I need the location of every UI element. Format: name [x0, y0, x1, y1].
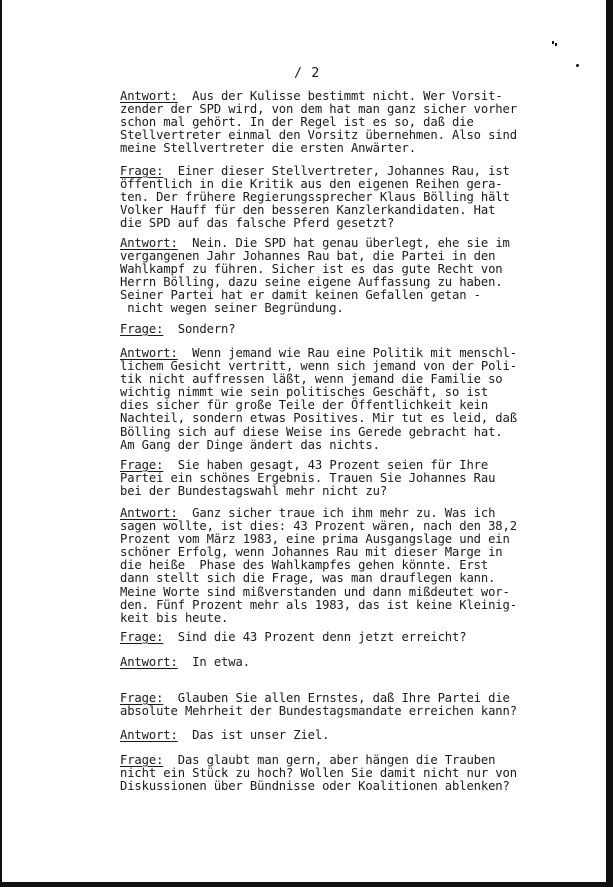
paragraph-first-line: Ganz sicher traue ich ihm mehr zu. Was ich [177, 506, 496, 520]
paragraph-first-line: Das glaubt man gern, aber hängen die Trauben [163, 753, 496, 767]
paragraph-first-line: Aus der Kulisse bestimmt nicht. Wer Vorsit- [177, 89, 503, 103]
speaker-label: Frage: [120, 691, 164, 705]
interview-paragraph-question [120, 692, 540, 718]
paragraph-first-line: Sondern? [163, 322, 236, 336]
interview-paragraph-answer [120, 347, 540, 452]
paragraph-first-line: Sind die 43 Prozent denn jetzt erreicht? [163, 630, 467, 644]
speaker-label: Frage: [120, 753, 164, 767]
speaker-label: Frage: [120, 164, 164, 178]
paragraph-first-line: Das ist unser Ziel. [177, 728, 330, 742]
speaker-label: Frage: [120, 458, 164, 472]
speaker-label: Antwort: [120, 236, 178, 250]
interview-paragraph-answer [120, 237, 540, 316]
interview-paragraph-question [120, 459, 540, 498]
interview-paragraph-question [120, 754, 540, 793]
paragraph-first-line: Nein. Die SPD hat genau überlegt, ehe sie im [177, 236, 510, 250]
interview-paragraph-answer [120, 507, 540, 625]
interview-paragraph-answer [120, 656, 540, 669]
interview-paragraph-answer [120, 90, 540, 155]
interview-paragraph-question [120, 165, 540, 230]
speaker-label: Frage: [120, 322, 164, 336]
interview-paragraph-answer [120, 729, 540, 742]
interview-paragraph-question [120, 631, 540, 644]
paragraph-first-line: In etwa. [177, 655, 250, 669]
speaker-label: Antwort: [120, 728, 178, 742]
speaker-label: Frage: [120, 630, 164, 644]
scan-speck [555, 43, 557, 46]
paragraph-text: sagen wollte, ist dies: 43 Prozent wären, nach den 38,2 Prozent vom März 1983, eine prima Ausgangslage und ein schöner Erfolg, wenn Johannes Rau mit dieser Marge in die heiße Phase des Wahlkampfes gehen könnte. Erst dann stellt sich die Frage, was man drauflegen kann. Meine Worte sind mißverstanden und dann mißdeutet wor- den. Fünf Prozent mehr als 1983, das ist keine Kleinig- keit bis heute. [120, 519, 517, 625]
paragraph-text: öffentlich in die Kritik aus den eigenen Reihen gera- ten. Der frühere Regierungssprecher Klaus Bölling hält Volker Hauff für den besseren Kanzlerkandidaten. Hat die SPD auf das falsche Pferd gesetzt? [120, 177, 510, 231]
page-number: / 2 [294, 65, 320, 81]
paragraph-text: vergangenen Jahr Johannes Rau bat, die Partei in den Wahlkampf zu führen. Sicher ist es das gute Recht von Herrn Bölling, dazu seine eigene Auffassung zu haben. Seiner Partei hat er damit keinen Gefallen getan - nicht wegen seiner Begründung. [120, 249, 503, 316]
paragraph-first-line: Einer dieser Stellvertreter, Johannes Rau, ist [163, 164, 510, 178]
scan-speck [576, 64, 579, 67]
paragraph-text: Partei ein schönes Ergebnis. Trauen Sie Johannes Rau bei der Bundestagswahl mehr nicht zu? [120, 471, 496, 499]
paragraph-text: zender der SPD wird, von dem hat man ganz sicher vorher schon mal gehört. In der Regel ist es so, daß die Stellvertreter einmal den Vorsitz übernehmen. Also sind meine Stellvertreter die ersten Anwärter. [120, 102, 517, 156]
speaker-label: Antwort: [120, 346, 178, 360]
paragraph-first-line: Sie haben gesagt, 43 Prozent seien für Ihre [163, 458, 489, 472]
speaker-label: Antwort: [120, 89, 178, 103]
paragraph-text: lichem Gesicht vertritt, wenn sich jemand von der Poli- tik nicht auffressen läßt, wenn jemand die Familie so wichtig nimmt wie sein politisches Geschäft, so ist dies sicher für große Teile der Öffentlichkeit kein Nachteil, sondern etwas Positives. Mir tut es leid, daß Bölling sich auf diese Weise ins Gerede gebracht hat. Am Gang der Dinge ändert das nichts. [120, 359, 517, 452]
paragraph-first-line: Glauben Sie allen Ernstes, daß Ihre Partei die [163, 691, 510, 705]
speaker-label: Antwort: [120, 506, 178, 520]
paragraph-first-line: Wenn jemand wie Rau eine Politik mit menschl- [177, 346, 517, 360]
scan-speck [552, 41, 554, 44]
paragraph-text: nicht ein Stück zu hoch? Wollen Sie damit nicht nur von Diskussionen über Bündnisse oder Koalitionen ablenken? [120, 766, 517, 794]
interview-paragraph-question [120, 323, 540, 336]
speaker-label: Antwort: [120, 655, 178, 669]
paragraph-text: absolute Mehrheit der Bundestagsmandate erreichen kann? [120, 704, 517, 719]
